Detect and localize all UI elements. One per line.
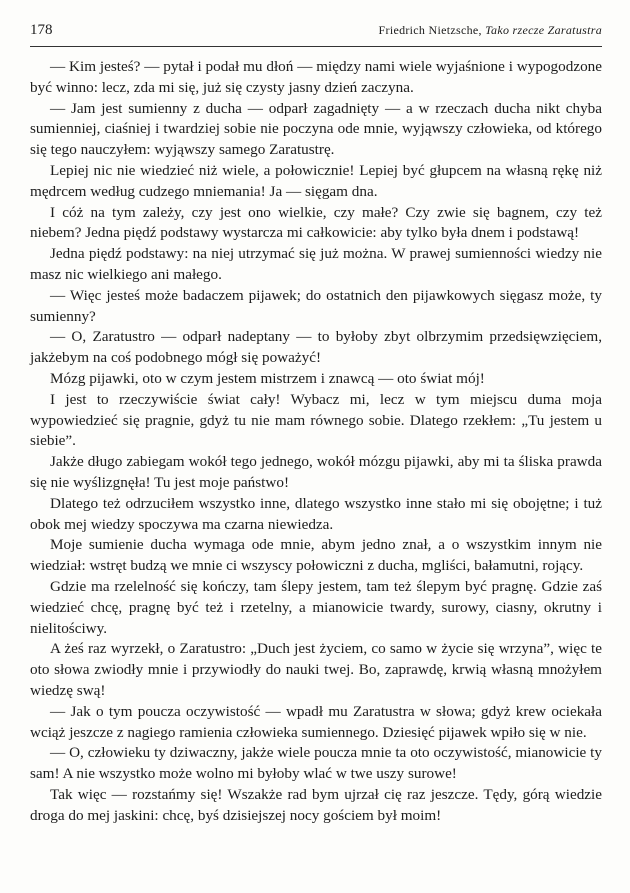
running-head bbox=[379, 23, 602, 38]
paragraph: — O, Zaratustro — odparł nadeptany — to byłoby zbyt olbrzymim przedsięwzięciem, jakżebym na coś podobnego mógł się poważyć! bbox=[30, 328, 602, 367]
page-body bbox=[30, 57, 602, 826]
paragraph: Jakże długo zabiegam wokół tego jednego, wokół mózgu pijawki, aby mi ta śliska prawda się nie wyślizgnęła! Tu jest moje państwo! bbox=[30, 453, 602, 491]
paragraph: Gdzie ma rzelelność się kończy, tam ślepy jestem, tam też ślepym być pragnę. Gdzie zaś wiedzieć chcę, pragnę być też i rzetelny, a mianowicie twardy, surowy, ciasny, okrutny i nielitościwy. bbox=[30, 577, 602, 637]
paragraph: Tak więc — rozstańmy się! Wszakże rad bym ujrzał cię raz jeszcze. Tędy, górą wiedzie droga do mej jaskini: chcę, byś dzisiejszej nocy gościem był moim! bbox=[30, 785, 602, 824]
paragraph: Mózg pijawki, oto w czym jestem mistrzem i znawcą — oto świat mój! bbox=[50, 369, 485, 387]
book-title: Tako rzecze Zaratustra bbox=[485, 23, 602, 37]
paragraph: I jest to rzeczywiście świat cały! Wybacz mi, lecz w tym miejscu duma moja wypowiedzieć się pragnie, gdyż tu nie mam równego sobie. Dlatego rzekłem: „Tu jestem u siebie”. bbox=[30, 390, 602, 450]
paragraph: — Jak o tym poucza oczywistość — wpadł mu Zaratustra w słowa; gdyż krew ociekała wciąż jeszcze z nagiego ramienia człowieka sumiennego. Dziesięć pijawek wpiło się w nie. bbox=[30, 702, 602, 741]
paragraph: Dlatego też odrzuciłem wszystko inne, dlatego wszystko inne stało mi się obojętne; i tuż obok mej wiedzy spoczywa ma czarna niewiedza. bbox=[30, 494, 602, 533]
paragraph: Lepiej nic nie wiedzieć niż wiele, a połowicznie! Lepiej być głupcem na własną rękę niż mędrcem według cudzego mniemania! Ja — sięgam dna. bbox=[30, 161, 602, 200]
paragraph: — O, człowieku ty dziwaczny, jakże wiele poucza mnie ta oto oczywistość, mianowicie ty sam! A nie wszystko może wolno mi byłoby wlać w twe uszy surowe! bbox=[30, 744, 602, 783]
paragraph: Moje sumienie ducha wymaga ode mnie, abym jedno znał, a o wszystkim innym nie wiedział: wstręt budzą we mnie ci wszyscy połowiczni z ducha, mgliści, bałamutni, rojący. bbox=[30, 536, 602, 575]
paragraph: — Więc jesteś może badaczem pijawek; do ostatnich den pijawkowych sięgasz może, ty sumienny? bbox=[30, 286, 602, 325]
page-header bbox=[30, 22, 602, 47]
author-name: Friedrich Nietzsche, bbox=[378, 23, 482, 37]
paragraph: I cóż na tym zależy, czy jest ono wielkie, czy małe? Czy zwie się bagnem, czy też niebem? Jedna piędź podstawy wystarcza mi całkowicie: aby tylko była dnem i podstawą! bbox=[30, 203, 602, 242]
page-number: 178 bbox=[30, 22, 53, 38]
paragraph: Jedna piędź podstawy: na niej utrzymać się już można. W prawej sumienności wiedzy nie masz nic wielkiego ani małego. bbox=[30, 245, 602, 283]
paragraph: — Kim jesteś? — pytał i podał mu dłoń — między nami wiele wyjaśnione i wypogodzone być winno: lecz, zda mi się, już się czysty jasny dzień zaczyna. bbox=[30, 58, 602, 96]
paragraph: A żeś raz wyrzekł, o Zaratustro: „Duch jest życiem, co samo w życie się wrzyna”, więc te oto słowa zwiodły mnie i przywiodły do nauki twej. Bo, zaprawdę, krwią własną mnożyłem wiedzę swą! bbox=[30, 640, 602, 699]
paragraph: — Jam jest sumienny z ducha — odparł zagadnięty — a w rzeczach ducha nikt chyba sumienniej, ciaśniej i twardziej sobie nie poczyna ode mnie, wyjąwszy człowieka, od którego się tego nauczyłem: wyjąwszy samego Zaratustrę. bbox=[30, 99, 602, 159]
